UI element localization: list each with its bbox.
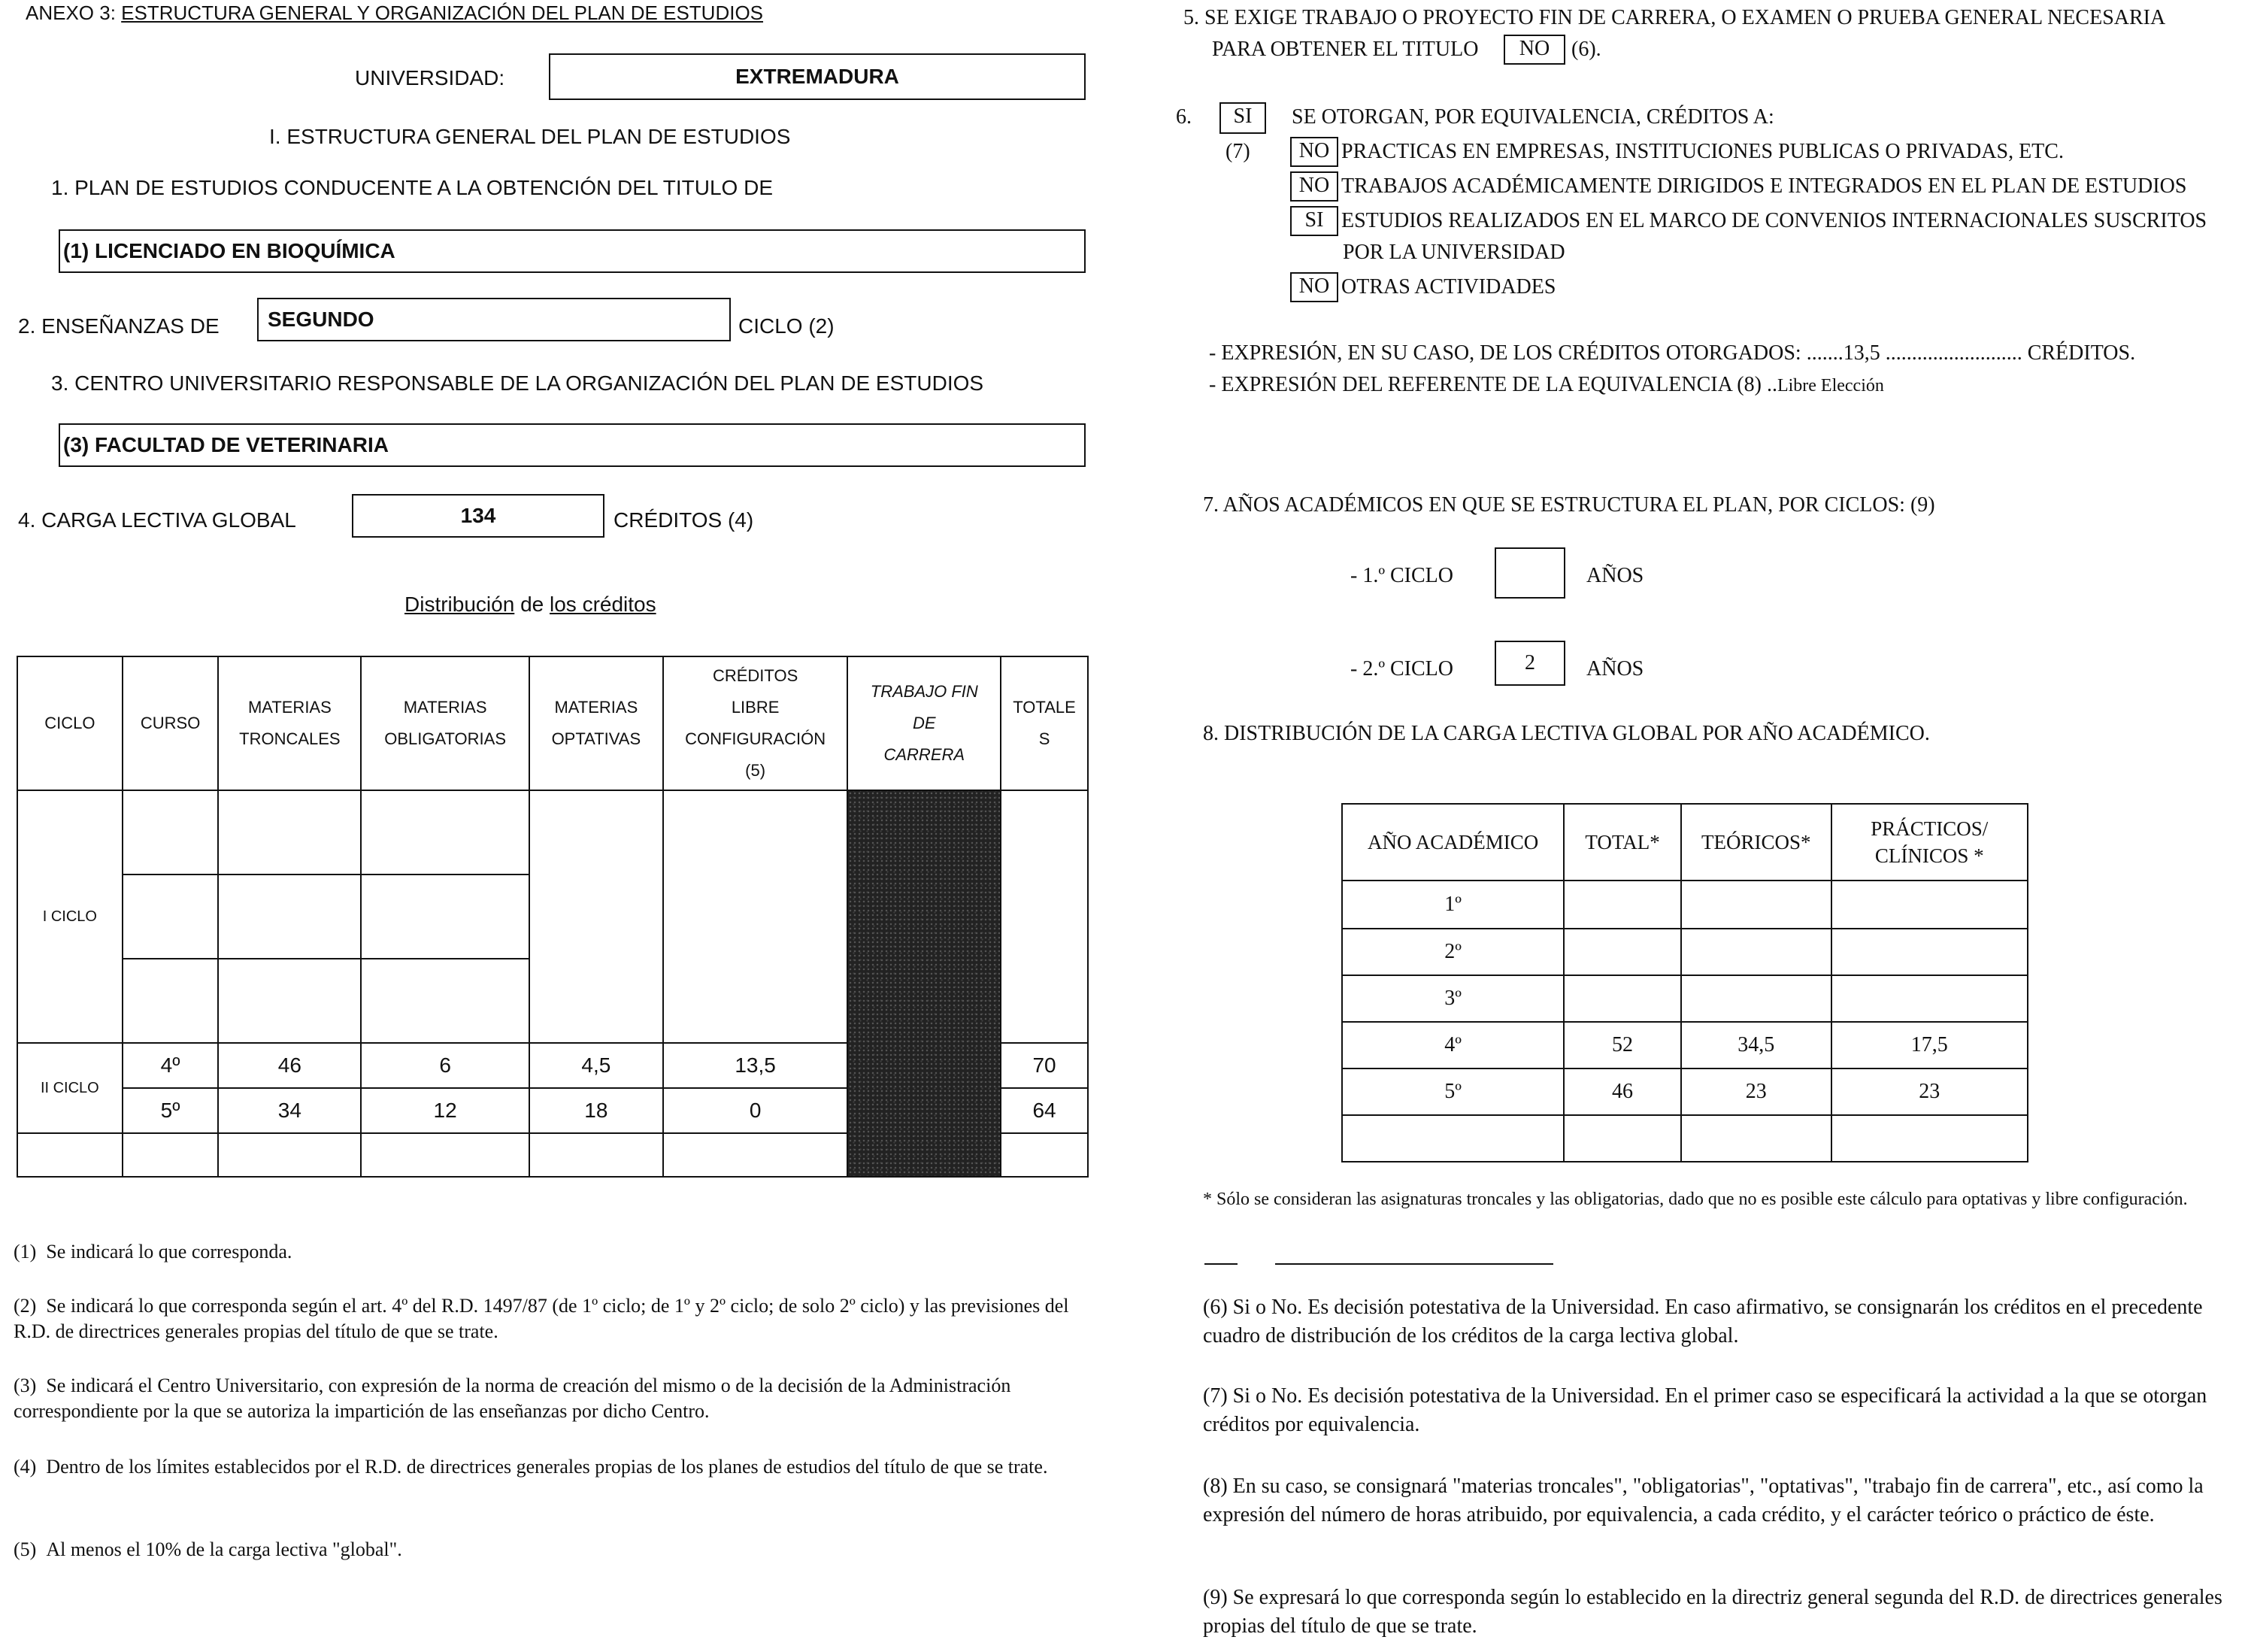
cell — [361, 959, 529, 1043]
q6-item1-text: PRACTICAS EN EMPRESAS, INSTITUCIONES PUBLICAS O PRIVADAS, ETC. — [1341, 140, 2064, 163]
header-curso: CURSO — [123, 656, 219, 790]
cell-total — [1564, 881, 1681, 929]
cell — [123, 790, 219, 874]
footnote-2: (2) Se indicará lo que corresponda según el art. 4º del R.D. 1497/87 (de 1º ciclo; de 1º y 2º ciclo; de solo 2º ciclo) y las previsiones del R.D. de directrices generales propias del título de que se trate. — [14, 1295, 1069, 1342]
q6-item4-box: NO — [1290, 272, 1338, 302]
cell-curso: 4º — [123, 1043, 219, 1088]
cell — [218, 1133, 361, 1177]
header-optativas: MATERIAS OPTATIVAS — [529, 656, 663, 790]
cell-troncales: 46 — [218, 1043, 361, 1088]
header-ciclo: CICLO — [17, 656, 123, 790]
table-row — [1342, 1022, 2028, 1068]
q7-ciclo1-unit: AÑOS — [1586, 564, 1644, 587]
cell-total — [1564, 1115, 1681, 1162]
cell — [218, 790, 361, 874]
q2-label: 2. ENSEÑANZAS DE — [18, 314, 220, 338]
q8-label: 8. DISTRIBUCIÓN DE LA CARGA LECTIVA GLOBAL POR AÑO ACADÉMICO. — [1203, 722, 1930, 745]
cell — [1001, 1133, 1088, 1177]
q6-item4-text: OTRAS ACTIVIDADES — [1341, 275, 1556, 299]
cell-optativas: 4,5 — [529, 1043, 663, 1088]
header-totales: TOTALE S — [1001, 656, 1088, 790]
trabajo-fin-shaded-cell — [847, 790, 1001, 1177]
q3-field: (3) FACULTAD DE VETERINARIA — [59, 423, 1086, 467]
q7-ciclo2-unit: AÑOS — [1586, 657, 1644, 681]
q5-value-box: NO — [1504, 35, 1565, 65]
footnote-3: (3) Se indicará el Centro Universitario, con expresión de la norma de creación del mismo o de la decisión de la Administración correspondiente por la que se autoriza la impartición de las enseñanzas por dicho Centro. — [14, 1375, 1011, 1422]
cell-troncales: 34 — [218, 1088, 361, 1133]
cell-teoricos — [1681, 929, 1831, 975]
cell-libre: 0 — [663, 1088, 848, 1133]
cell-teoricos — [1681, 1115, 1831, 1162]
q4-label: 4. CARGA LECTIVA GLOBAL — [18, 508, 296, 532]
cell-practicos — [1831, 881, 2028, 929]
cell-practicos: 23 — [1831, 1068, 2028, 1115]
q6-item3-box: SI — [1290, 206, 1338, 236]
footnote-5: (5) Al menos el 10% de la carga lectiva "global". — [14, 1538, 402, 1560]
annex-prefix: ANEXO 3: — [26, 2, 116, 24]
cell — [123, 874, 219, 959]
cell — [361, 790, 529, 874]
expression-credits: - EXPRESIÓN, EN SU CASO, DE LOS CRÉDITOS OTORGADOS: .......13,5 .......................... CRÉDITOS. — [1209, 341, 2136, 365]
load-by-year-table — [1341, 803, 2028, 1162]
annex-heading — [26, 2, 763, 25]
cell-total: 64 — [1001, 1088, 1088, 1133]
cell — [663, 790, 848, 1043]
cell-teoricos: 23 — [1681, 1068, 1831, 1115]
cell — [1001, 790, 1088, 1043]
table-row — [1342, 881, 2028, 929]
q2-suffix: CICLO (2) — [738, 314, 835, 338]
credits-table — [17, 656, 1089, 1178]
cell-year: 2º — [1342, 929, 1564, 975]
header-obligatorias: MATERIAS OBLIGATORIAS — [361, 656, 529, 790]
divider — [1204, 1263, 1238, 1265]
section-heading: I. ESTRUCTURA GENERAL DEL PLAN DE ESTUDIOS — [269, 125, 791, 148]
cell — [361, 874, 529, 959]
header-practicos: PRÁCTICOS/ CLÍNICOS * — [1831, 804, 2028, 881]
q1-label: 1. PLAN DE ESTUDIOS CONDUCENTE A LA OBTENCIÓN DEL TITULO DE — [51, 176, 773, 199]
q7-ciclo2-box: 2 — [1495, 641, 1565, 686]
cell-teoricos: 34,5 — [1681, 1022, 1831, 1068]
cell-year: 1º — [1342, 881, 1564, 929]
footnote-4: (4) Dentro de los límites establecidos por el R.D. de directrices generales propias de los planes de estudios del título de que se trate. — [14, 1456, 1048, 1478]
q4-field: 134 — [352, 494, 604, 538]
q6-label: SE OTORGAN, POR EQUIVALENCIA, CRÉDITOS A: — [1292, 105, 1774, 129]
cell — [123, 959, 219, 1043]
q1-field: (1) LICENCIADO EN BIOQUÍMICA — [59, 229, 1086, 273]
cell — [123, 1133, 219, 1177]
footnote-7: (7) Si o No. Es decisión potestativa de la Universidad. En el primer caso se especificará la actividad a la que se otorgan créditos por equivalencia. — [1203, 1384, 2207, 1436]
cell-total: 46 — [1564, 1068, 1681, 1115]
table-row — [1342, 929, 2028, 975]
cell-practicos — [1831, 1115, 2028, 1162]
cell — [529, 1133, 663, 1177]
footnote-6: (6) Si o No. Es decisión potestativa de la Universidad. En caso afirmativo, se consignarán los créditos en el precedente cuadro de distribución de los créditos de la carga lectiva global. — [1203, 1296, 2203, 1347]
header-teoricos: TEÓRICOS* — [1681, 804, 1831, 881]
header-trabajo-fin: TRABAJO FIN DE CARRERA — [847, 656, 1001, 790]
header-year: AÑO ACADÉMICO — [1342, 804, 1564, 881]
q7-ciclo2-label: - 2.º CICLO — [1350, 657, 1454, 681]
cell-practicos — [1831, 975, 2028, 1022]
q6-number: 6. — [1176, 105, 1192, 129]
cell-curso: 5º — [123, 1088, 219, 1133]
divider — [1275, 1263, 1553, 1265]
q3-label: 3. CENTRO UNIVERSITARIO RESPONSABLE DE LA ORGANIZACIÓN DEL PLAN DE ESTUDIOS — [51, 371, 984, 395]
q5-ref: (6). — [1571, 38, 1601, 61]
annex-title: ESTRUCTURA GENERAL Y ORGANIZACIÓN DEL PLAN DE ESTUDIOS — [121, 2, 764, 24]
cell-year: 3º — [1342, 975, 1564, 1022]
q6-item3-text2: POR LA UNIVERSIDAD — [1343, 241, 1565, 264]
q6-item3-text: ESTUDIOS REALIZADOS EN EL MARCO DE CONVENIOS INTERNACIONALES SUSCRITOS — [1341, 209, 2207, 232]
cell-obligatorias: 12 — [361, 1088, 529, 1133]
cell — [218, 874, 361, 959]
cell — [17, 1133, 123, 1177]
university-field: EXTREMADURA — [549, 53, 1086, 100]
expression-referent: - EXPRESIÓN DEL REFERENTE DE LA EQUIVALENCIA (8) ..Libre Elección — [1209, 373, 1884, 396]
q7-ciclo1-box — [1495, 547, 1565, 599]
cell-libre: 13,5 — [663, 1043, 848, 1088]
cell-year — [1342, 1115, 1564, 1162]
q6-item1-box: NO — [1290, 137, 1338, 167]
q7-ciclo1-label: - 1.º CICLO — [1350, 564, 1454, 587]
q6-item2-text: TRABAJOS ACADÉMICAMENTE DIRIGIDOS E INTEGRADOS EN EL PLAN DE ESTUDIOS — [1341, 174, 2187, 198]
cell-obligatorias: 6 — [361, 1043, 529, 1088]
cell-year: 5º — [1342, 1068, 1564, 1115]
ciclo1-label: I CICLO — [17, 790, 123, 1043]
table-row — [1342, 975, 2028, 1022]
cell-optativas: 18 — [529, 1088, 663, 1133]
cell-practicos — [1831, 929, 2028, 975]
ciclo2-label: II CICLO — [17, 1043, 123, 1133]
cell — [663, 1133, 848, 1177]
footnote-8: (8) En su caso, se consignará "materias troncales", "obligatorias", "optativas", "trabajo fin de carrera", etc., así como la expresión del número de horas atribuido, por equivalencia, a cada crédito, y el carácter teórico o práctico de éste. — [1203, 1475, 2204, 1526]
footnote-1: (1) Se indicará lo que corresponda. — [14, 1241, 292, 1262]
distribution-title: Distribución de los créditos — [404, 593, 656, 616]
footnote-9: (9) Se expresará lo que corresponda según lo establecido en la directriz general segunda del R.D. de directrices generales propias del título de que se trate. — [1203, 1586, 2222, 1638]
cell-teoricos — [1681, 975, 1831, 1022]
cell — [218, 959, 361, 1043]
cell — [361, 1133, 529, 1177]
cell — [529, 790, 663, 1043]
q5-line2: PARA OBTENER EL TITULO — [1212, 38, 1479, 61]
table-row — [1342, 1115, 2028, 1162]
q4-suffix: CRÉDITOS (4) — [613, 508, 754, 532]
table-row — [1342, 1068, 2028, 1115]
header-total: TOTAL* — [1564, 804, 1681, 881]
q6-item2-box: NO — [1290, 171, 1338, 202]
q6-value-box: SI — [1219, 102, 1266, 134]
q2-field: SEGUNDO — [257, 298, 731, 341]
cell-total: 70 — [1001, 1043, 1088, 1088]
cell-total — [1564, 975, 1681, 1022]
cell-total: 52 — [1564, 1022, 1681, 1068]
header-troncales: MATERIAS TRONCALES — [218, 656, 361, 790]
footnote-star: * Sólo se consideran las asignaturas troncales y las obligatorias, dado que no es posible este cálculo para optativas y libre configuración. — [1203, 1190, 2188, 1209]
q5-line1: 5. SE EXIGE TRABAJO O PROYECTO FIN DE CARRERA, O EXAMEN O PRUEBA GENERAL NECESARIA — [1183, 6, 2166, 29]
header-libre-configuracion: CRÉDITOS LIBRE CONFIGURACIÓN (5) — [663, 656, 848, 790]
cell-total — [1564, 929, 1681, 975]
cell-year: 4º — [1342, 1022, 1564, 1068]
cell-practicos: 17,5 — [1831, 1022, 2028, 1068]
q6-ref: (7) — [1225, 140, 1250, 163]
university-label: UNIVERSIDAD: — [355, 66, 505, 89]
q7-label: 7. AÑOS ACADÉMICOS EN QUE SE ESTRUCTURA EL PLAN, POR CICLOS: (9) — [1203, 493, 1935, 517]
cell-teoricos — [1681, 881, 1831, 929]
